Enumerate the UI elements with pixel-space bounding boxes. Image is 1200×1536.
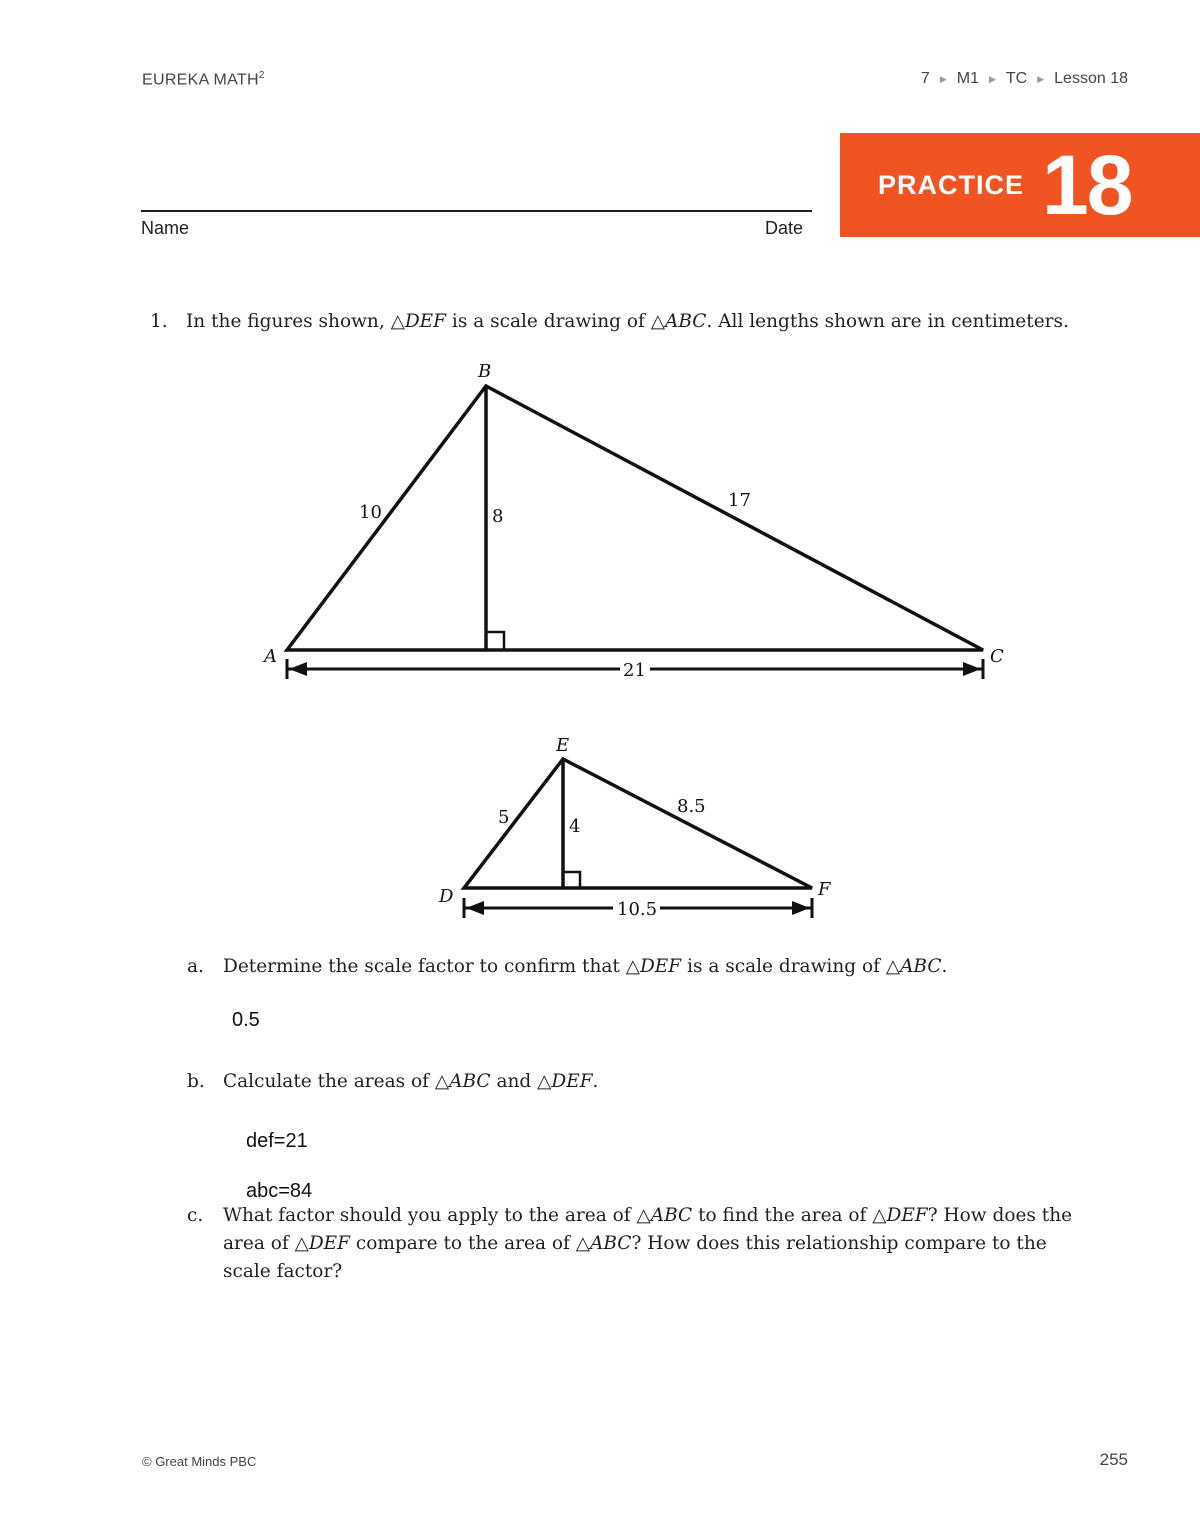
triangle-abc-figure [287,386,983,679]
triangle-right-icon: ▶ [939,73,947,84]
part-letter: b. [187,1071,205,1092]
part-c-line-1: c. What factor should you apply to the area of △ABC to find the area of △DEF? How does the [187,1202,1072,1230]
side-de-label: 5 [498,807,510,828]
part-b-prompt: b. Calculate the areas of △ABC and △DEF. [187,1071,599,1092]
part-c-prompt [187,1202,1072,1286]
triangle-icon: △ [625,956,640,977]
triangle-icon: △ [885,956,901,977]
part-b-answer-def[interactable]: def=21 [246,1130,308,1152]
triangle-abc [287,386,983,650]
triangle-def-figure [464,759,812,918]
question-1: 1. In the figures shown, △DEF is a scale drawing of △ABC. All lengths shown are in centimeters. [150,311,1069,332]
name-label: Name [141,218,190,238]
breadcrumb-topic: TC [1005,70,1028,87]
vertex-e-label: E [556,735,570,756]
question-number: 1. [150,311,168,332]
part-letter: c. [187,1205,204,1226]
part-a-prompt: a. Determine the scale factor to confirm that △DEF is a scale drawing of △ABC. [187,956,948,977]
date-label: Date [765,218,804,238]
right-angle-marker [486,632,504,650]
practice-number: 18 [1042,138,1132,232]
breadcrumb-module: M1 [956,70,979,87]
part-letter: a. [187,956,204,977]
triangle-icon: △ [537,1071,552,1092]
arrowhead-left [466,901,484,915]
part-c-line-3: scale factor? [223,1261,343,1282]
triangle-icon: △ [294,1233,309,1254]
brand-title: EUREKA MATH$^2$ [142,70,265,89]
copyright: © Great Minds PBC [142,1454,257,1469]
base-abc-label: 21 [623,660,646,681]
triangle-right-icon: ▶ [1037,73,1045,84]
arrowhead-left [289,662,307,676]
side-bc-label: 17 [728,490,751,511]
base-def-label: 10.5 [617,899,658,920]
practice-label: PRACTICE [878,169,1025,200]
vertex-c-label: C [990,646,1004,667]
vertex-b-label: B [478,361,492,382]
triangle-def [464,759,812,888]
page-number: 255 [1099,1450,1128,1469]
triangle-icon: △ [390,311,405,332]
arrowhead-right [792,901,810,915]
breadcrumb-lesson: Lesson 18 [1054,70,1128,87]
part-b-answer-abc[interactable]: abc=84 [246,1180,313,1202]
vertex-a-label: A [264,646,277,667]
triangle-icon: △ [434,1071,450,1092]
triangle-icon: △ [872,1205,887,1226]
triangle-icon: △ [575,1233,590,1254]
height-abc-label: 8 [492,506,504,527]
part-a-answer[interactable]: 0.5 [232,1009,260,1031]
part-c-line-2: area of △DEF compare to the area of △ABC? How does this relationship compare to the [223,1233,1047,1254]
arrowhead-right [963,662,981,676]
vertex-d-label: D [439,886,454,907]
height-def-label: 4 [569,816,581,837]
side-ef-label: 8.5 [677,796,706,817]
vertex-f-label: F [818,879,831,900]
side-ab-label: 10 [359,502,382,523]
breadcrumb-grade: 7 [920,70,930,87]
right-angle-marker [563,872,580,888]
triangle-icon: △ [650,311,665,332]
triangle-icon: △ [636,1205,651,1226]
triangle-right-icon: ▶ [988,73,996,84]
